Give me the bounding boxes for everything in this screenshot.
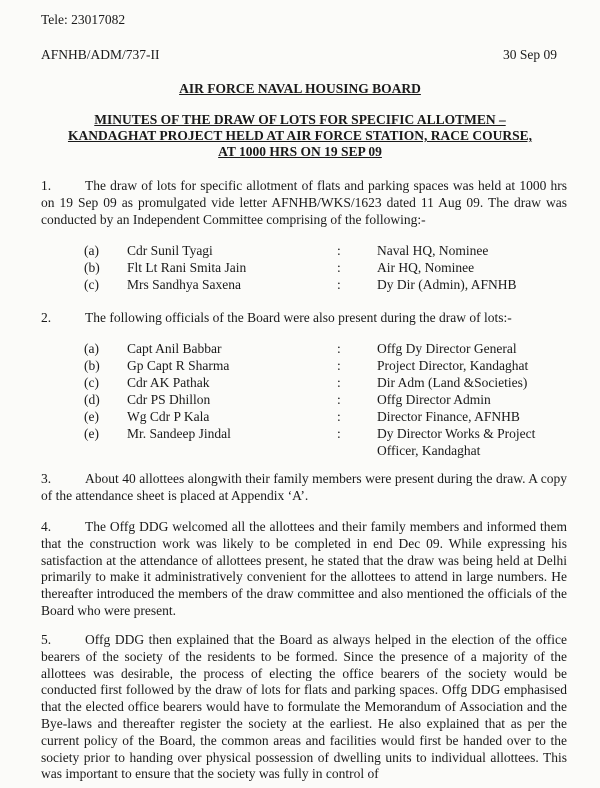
paragraph-5	[41, 632, 567, 783]
item-index: (d)	[84, 392, 100, 407]
official-role: Director Finance, AFNHB	[377, 409, 520, 424]
member-name: Cdr Sunil Tyagi	[127, 243, 213, 258]
list-item	[84, 426, 564, 460]
member-name: Flt Lt Rani Smita Jain	[127, 260, 247, 275]
item-index: (b)	[84, 358, 100, 373]
paragraph-number: 5.	[41, 632, 52, 647]
separator: :	[337, 260, 341, 275]
organization-title: AIR FORCE NAVAL HOUSING BOARD	[179, 81, 421, 96]
list-item	[84, 375, 564, 392]
paragraph-text: The draw of lots for specific allotment of flats and parking spaces was held at 1000 hrs on 19 Sep 09 as promulgated vide letter AFNHB/WKS/1623 dated 11 Aug 09. The draw was conducted by an Independent Committee comprising of the following:-	[41, 178, 567, 227]
official-role: Project Director, Kandaghat	[377, 358, 529, 373]
official-name: Capt Anil Babbar	[127, 341, 222, 356]
list-item	[84, 243, 564, 260]
telephone-number: Tele: 23017082	[41, 12, 126, 27]
member-role: Air HQ, Nominee	[377, 260, 475, 275]
official-role-continued: Officer, Kandaghat	[377, 443, 481, 458]
paragraph-1	[41, 178, 567, 228]
paragraph-3	[41, 471, 567, 505]
item-index: (a)	[84, 341, 99, 356]
paragraph-4	[41, 519, 567, 620]
paragraph-text: The Offg DDG welcomed all the allottees and their family members and informed them that the construction work was likely to be completed in end Dec 09. While expressing his satisfaction at the attendance of allottees present, he stated that the draw was being held at Delhi primarily to make it administratively convenient for the allottees to attend in large numbers. He thereafter introduced the members of the draw committee and also mentioned the officials of the Board who were present.	[41, 519, 567, 618]
item-index: (e)	[84, 426, 99, 441]
official-name: Gp Capt R Sharma	[127, 358, 230, 373]
paragraph-number: 4.	[41, 519, 52, 534]
official-role: Dir Adm (Land &Societies)	[377, 375, 528, 390]
subject-line-1: MINUTES OF THE DRAW OF LOTS FOR SPECIFIC ALLOTMEN –	[94, 112, 506, 127]
separator: :	[337, 375, 341, 390]
separator: :	[337, 243, 341, 258]
subject-line-3: AT 1000 HRS ON 19 SEP 09	[218, 144, 382, 159]
separator: :	[337, 426, 341, 441]
official-name: Cdr PS Dhillon	[127, 392, 211, 407]
paragraph-number: 2.	[41, 310, 52, 325]
paragraph-text: About 40 allottees alongwith their family members were present during the draw. A copy of the attendance sheet is placed at Appendix ‘A’.	[41, 471, 567, 503]
paragraph-number: 1.	[41, 178, 52, 193]
subject-line-2: KANDAGHAT PROJECT HELD AT AIR FORCE STATION, RACE COURSE,	[67, 128, 533, 143]
official-role: Offg Dy Director General	[377, 341, 517, 356]
paragraph-2	[41, 310, 567, 327]
document-date: 30 Sep 09	[503, 47, 557, 62]
official-name: Cdr AK Pathak	[127, 375, 210, 390]
paragraph-number: 3.	[41, 471, 52, 486]
item-index: (c)	[84, 375, 99, 390]
separator: :	[337, 409, 341, 424]
official-role: Offg Director Admin	[377, 392, 491, 407]
item-index: (a)	[84, 243, 99, 258]
item-index: (b)	[84, 260, 100, 275]
paragraph-text: Offg DDG then explained that the Board as always helped in the election of the office bearers of the society of the residents to be formed. Since the presence of a majority of the allottees was desirable, the process of electing the office bearers of the society would be conducted first followed by the draw of lots for flats and parking spaces. Offg DDG emphasised that the elected office bearers would have to formulate the Memorandum of Association and the Bye-laws and thereafter register the society at the earliest. He also explained that as per the current policy of the Board, the common areas and facilities would first be handed over to the society prior to handing over physical possession of dwelling units to individual allottees. This was important to ensure that the society was fully in control of	[41, 632, 567, 782]
list-item	[84, 392, 564, 409]
list-item	[84, 358, 564, 375]
list-item	[84, 277, 564, 294]
list-item	[84, 341, 564, 358]
item-index: (e)	[84, 409, 99, 424]
paragraph-text: The following officials of the Board were also present during the draw of lots:-	[85, 310, 512, 325]
separator: :	[337, 358, 341, 373]
separator: :	[337, 341, 341, 356]
subject-heading	[0, 112, 600, 160]
official-name: Wg Cdr P Kala	[127, 409, 210, 424]
official-name: Mr. Sandeep Jindal	[127, 426, 231, 441]
list-item	[84, 260, 564, 277]
reference-number: AFNHB/ADM/737-II	[41, 47, 160, 62]
separator: :	[337, 277, 341, 292]
item-index: (c)	[84, 277, 99, 292]
member-role: Naval HQ, Nominee	[377, 243, 489, 258]
list-item	[84, 409, 564, 426]
official-role: Dy Director Works & Project	[377, 426, 536, 441]
member-role: Dy Dir (Admin), AFNHB	[377, 277, 517, 292]
separator: :	[337, 392, 341, 407]
member-name: Mrs Sandhya Saxena	[127, 277, 241, 292]
